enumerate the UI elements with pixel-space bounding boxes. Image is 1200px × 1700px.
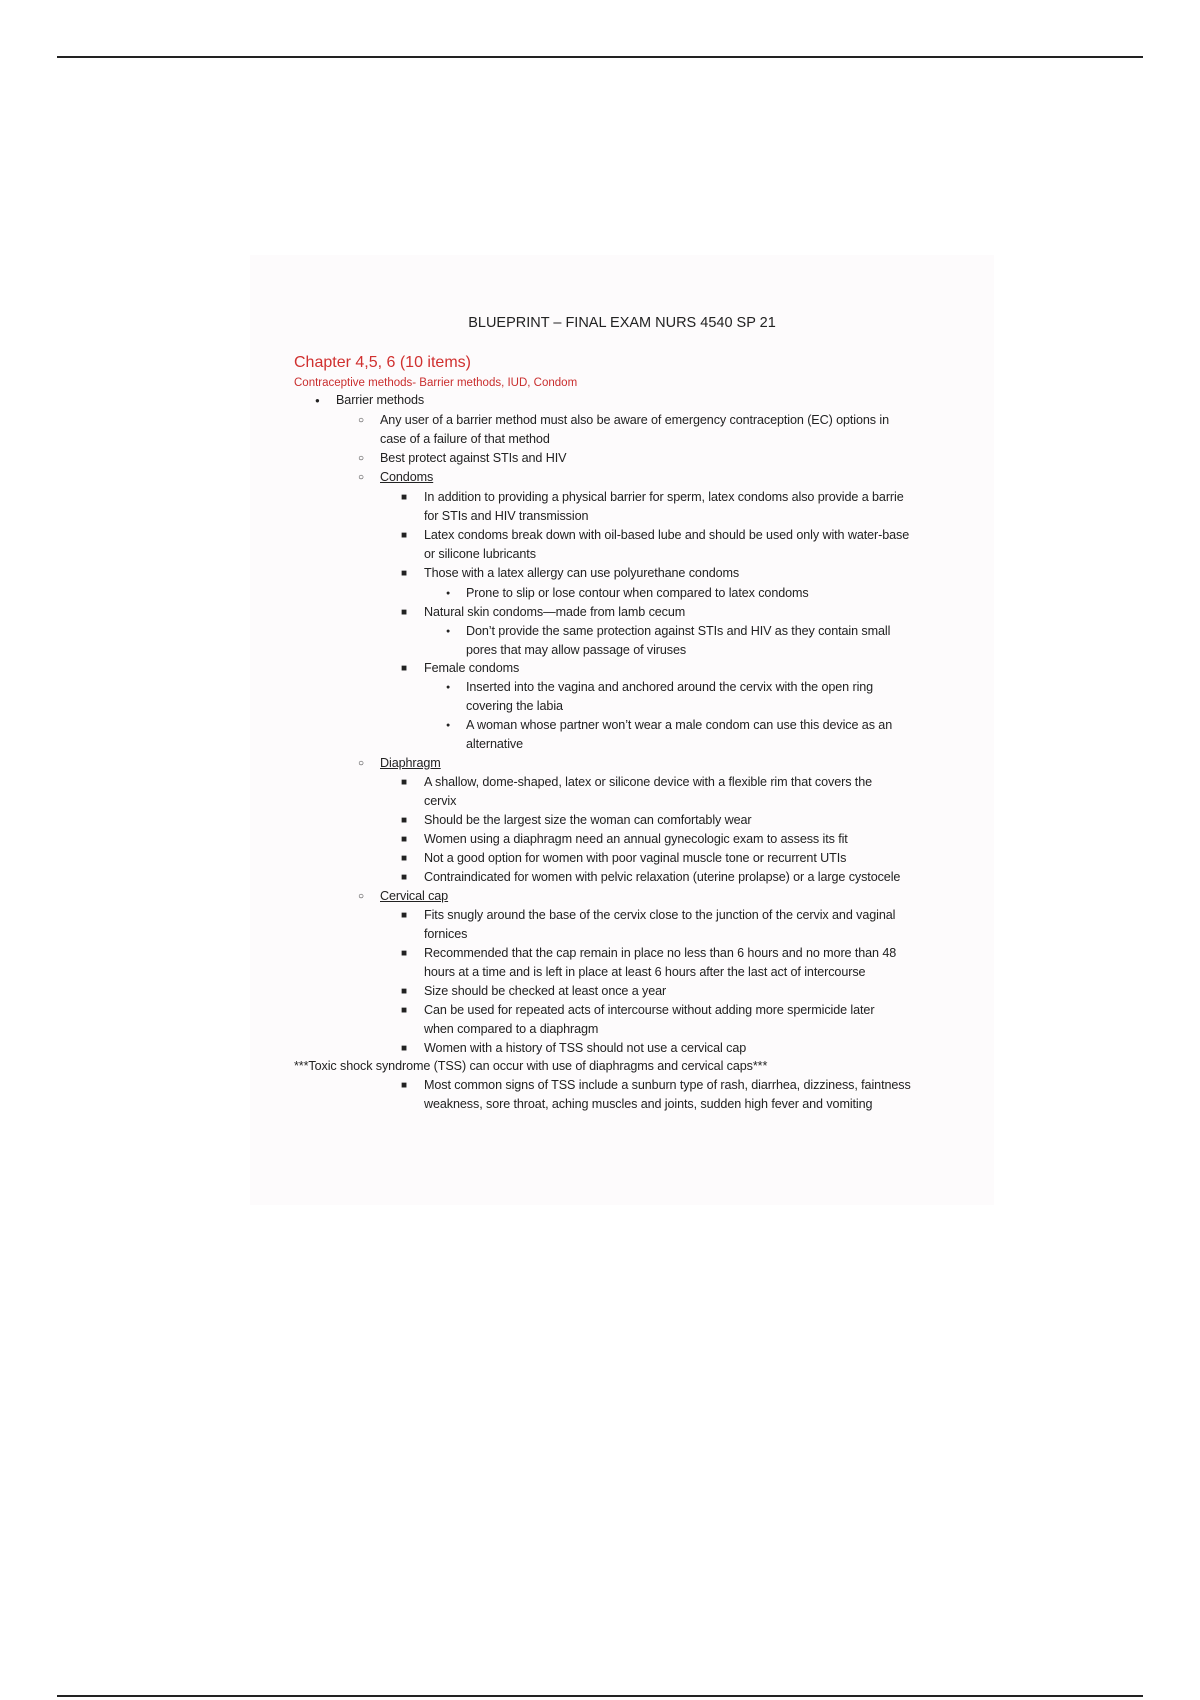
document-title: BLUEPRINT – FINAL EXAM NURS 4540 SP 21 [468, 315, 776, 331]
bullet-barrier-methods: ● Barrier methods [336, 391, 424, 410]
list-item-continuation: when compared to a diaphragm [424, 1022, 599, 1036]
list-item: ■ Female condoms [424, 659, 519, 678]
list-item: ■ Natural skin condoms—made from lamb cecum [424, 603, 685, 622]
list-item-continuation: alternative [466, 737, 524, 751]
list-item: ■ Contraindicated for women with pelvic relaxation (uterine prolapse) or a large cystocele [424, 868, 900, 887]
list-item: ■ Women using a diaphragm need an annual gynecologic exam to assess its fit [424, 830, 848, 849]
document-page [250, 255, 994, 1205]
list-item: ● A woman whose partner won’t wear a male condom can use this device as an [466, 716, 892, 735]
list-item: ○ Best protect against STIs and HIV [380, 449, 566, 468]
condoms-label: Condoms [380, 470, 434, 484]
list-item-condoms [380, 468, 433, 487]
list-item: ■ Women with a history of TSS should not use a cervical cap [424, 1039, 746, 1058]
bottom-rule [57, 1695, 1143, 1697]
list-item: ■ In addition to providing a physical barrier for sperm, latex condoms also provide a barrie [424, 488, 904, 507]
tss-note: ***Toxic shock syndrome (TSS) can occur with use of diaphragms and cervical caps*** [294, 1059, 768, 1073]
list-item: ● Prone to slip or lose contour when compared to latex condoms [466, 584, 809, 603]
list-item-continuation: case of a failure of that method [380, 432, 550, 446]
list-item: ■ Most common signs of TSS include a sunburn type of rash, diarrhea, dizziness, faintness [424, 1076, 911, 1095]
list-item: ■ Can be used for repeated acts of intercourse without adding more spermicide later [424, 1001, 874, 1020]
list-item: ■ Not a good option for women with poor vaginal muscle tone or recurrent UTIs [424, 849, 846, 868]
list-item-continuation: or silicone lubricants [424, 547, 536, 561]
list-item: ■ Those with a latex allergy can use polyurethane condoms [424, 564, 739, 583]
list-item: ■ Latex condoms break down with oil-based lube and should be used only with water-base [424, 526, 909, 545]
list-item-continuation: for STIs and HIV transmission [424, 509, 589, 523]
list-item: ■ Fits snugly around the base of the cervix close to the junction of the cervix and vaginal [424, 906, 895, 925]
list-item-continuation: covering the labia [466, 699, 563, 713]
list-item-continuation: hours at a time and is left in place at least 6 hours after the last act of intercourse [424, 965, 866, 979]
list-item: ○ Any user of a barrier method must also be aware of emergency contraception (EC) options in [380, 411, 889, 430]
list-item: ■ Recommended that the cap remain in place no less than 6 hours and no more than 48 [424, 944, 896, 963]
list-item-continuation: cervix [424, 794, 457, 808]
list-item: ● Don’t provide the same protection against STIs and HIV as they contain small [466, 622, 890, 641]
list-item-continuation: fornices [424, 927, 468, 941]
section-subheading: Contraceptive methods- Barrier methods, IUD, Condom [294, 377, 578, 389]
list-item: ■ Size should be checked at least once a year [424, 982, 666, 1001]
top-rule [57, 56, 1143, 58]
list-item: ● Inserted into the vagina and anchored around the cervix with the open ring [466, 678, 873, 697]
diaphragm-label: Diaphragm [380, 756, 441, 770]
list-item-continuation: weakness, sore throat, aching muscles and joints, sudden high fever and vomiting [424, 1097, 873, 1111]
cervical-cap-label: Cervical cap [380, 889, 449, 903]
chapter-heading: Chapter 4,5, 6 (10 items) [294, 354, 471, 371]
list-item-cervical-cap [380, 887, 448, 906]
list-item: ■ A shallow, dome-shaped, latex or silicone device with a flexible rim that covers the [424, 773, 872, 792]
list-item-continuation: pores that may allow passage of viruses [466, 643, 687, 657]
list-item-diaphragm [380, 754, 441, 773]
list-item: ■ Should be the largest size the woman can comfortably wear [424, 811, 752, 830]
